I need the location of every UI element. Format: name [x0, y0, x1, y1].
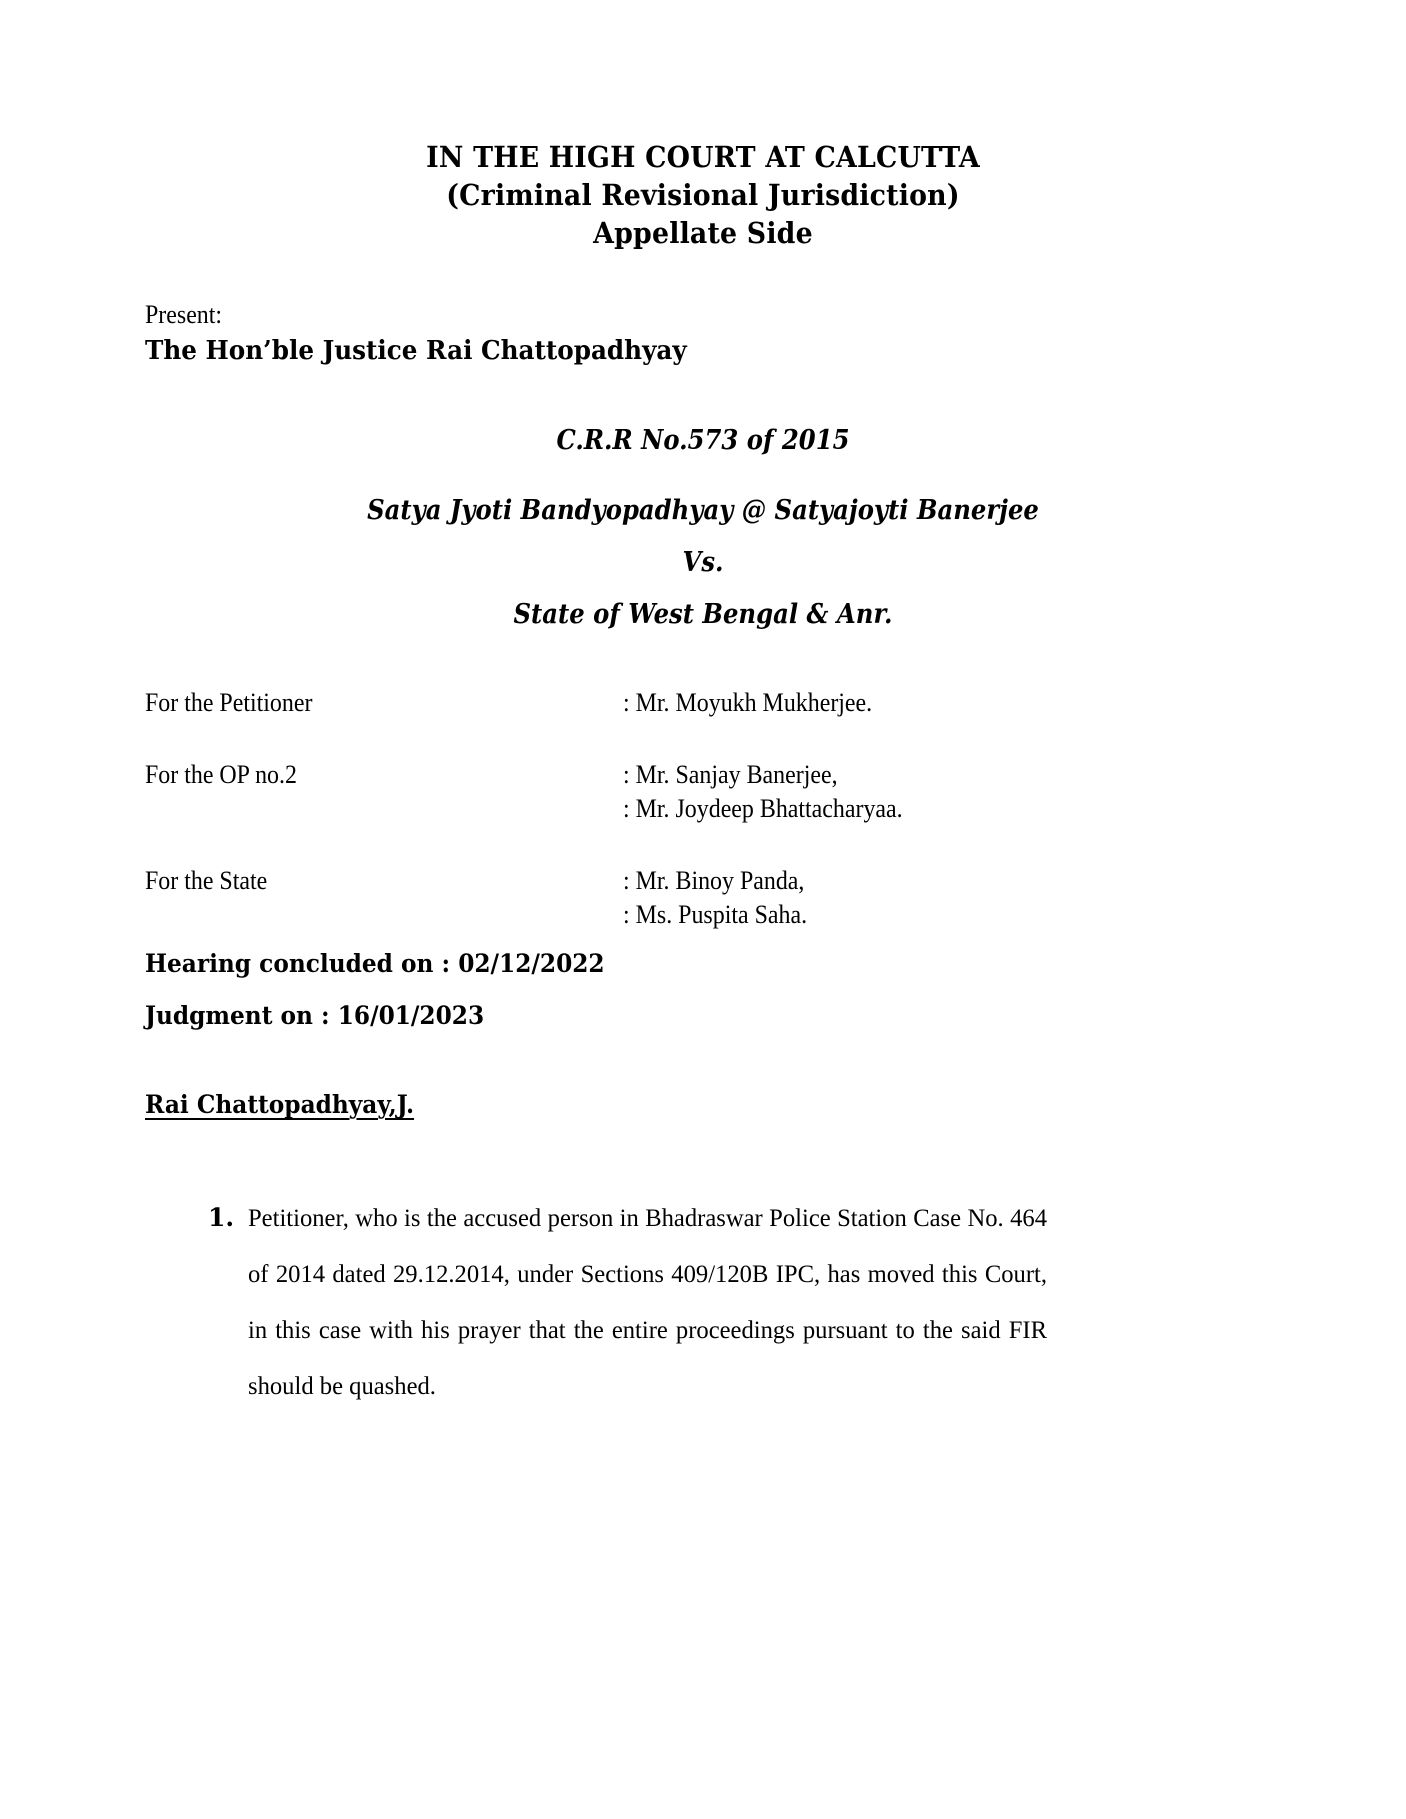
court-name: IN THE HIGH COURT AT CALCUTTA [426, 140, 980, 174]
counsel-names [623, 758, 1195, 826]
respondent-name: State of West Bengal & Anr. [513, 599, 893, 630]
judgment-body [208, 1190, 1076, 1414]
counsel-row [145, 864, 1245, 932]
judgment-date: Judgment on : 16/01/2023 [145, 1001, 485, 1030]
present-label: Present: [145, 300, 223, 329]
dates-block [145, 938, 639, 1042]
counsel-name: : Mr. Moyukh Mukherjee. [623, 688, 873, 717]
paragraph-text: Petitioner, who is the accused person in Bhadraswar Police Station Case No. 464 of 2014 dated 29.12.2014, under Sections 409/120B IPC, has moved this Court, in this case with his prayer that the entire proceedings pursuant to the said FIR should be quashed. [248, 1203, 1048, 1400]
counsel-role: For the Petitioner [145, 688, 313, 717]
counsel-role: For the OP no.2 [145, 760, 297, 789]
counsel-name: : Mr. Binoy Panda, [623, 866, 805, 895]
counsel-names [623, 686, 1195, 720]
case-caption [0, 424, 1406, 632]
petitioner-name: Satya Jyoti Bandyopadhyay @ Satyajoyti Banerjee [367, 495, 1039, 526]
jurisdiction: (Criminal Revisional Jurisdiction) [446, 178, 960, 212]
paragraph [208, 1190, 1076, 1414]
case-number: C.R.R No.573 of 2015 [556, 425, 850, 456]
counsel-name: : Mr. Joydeep Bhattacharyaa. [623, 794, 903, 823]
counsel-name: : Ms. Puspita Saha. [623, 900, 808, 929]
presiding-judge: The Hon’ble Justice Rai Chattopadhyay [145, 335, 687, 366]
court-side: Appellate Side [593, 216, 813, 250]
counsel-row [145, 686, 1245, 720]
paragraph-number: 1. [208, 1203, 235, 1232]
counsel-list [145, 686, 1245, 970]
court-header [0, 138, 1406, 252]
judge-signature: Rai Chattopadhyay,J. [145, 1090, 415, 1119]
present-block [145, 298, 727, 370]
counsel-role: For the State [145, 866, 268, 895]
counsel-name: : Mr. Sanjay Banerjee, [623, 760, 838, 789]
versus-label: Vs. [682, 547, 724, 578]
counsel-row [145, 758, 1245, 826]
hearing-concluded-date: Hearing concluded on : 02/12/2022 [145, 949, 605, 978]
counsel-names [623, 864, 1195, 932]
